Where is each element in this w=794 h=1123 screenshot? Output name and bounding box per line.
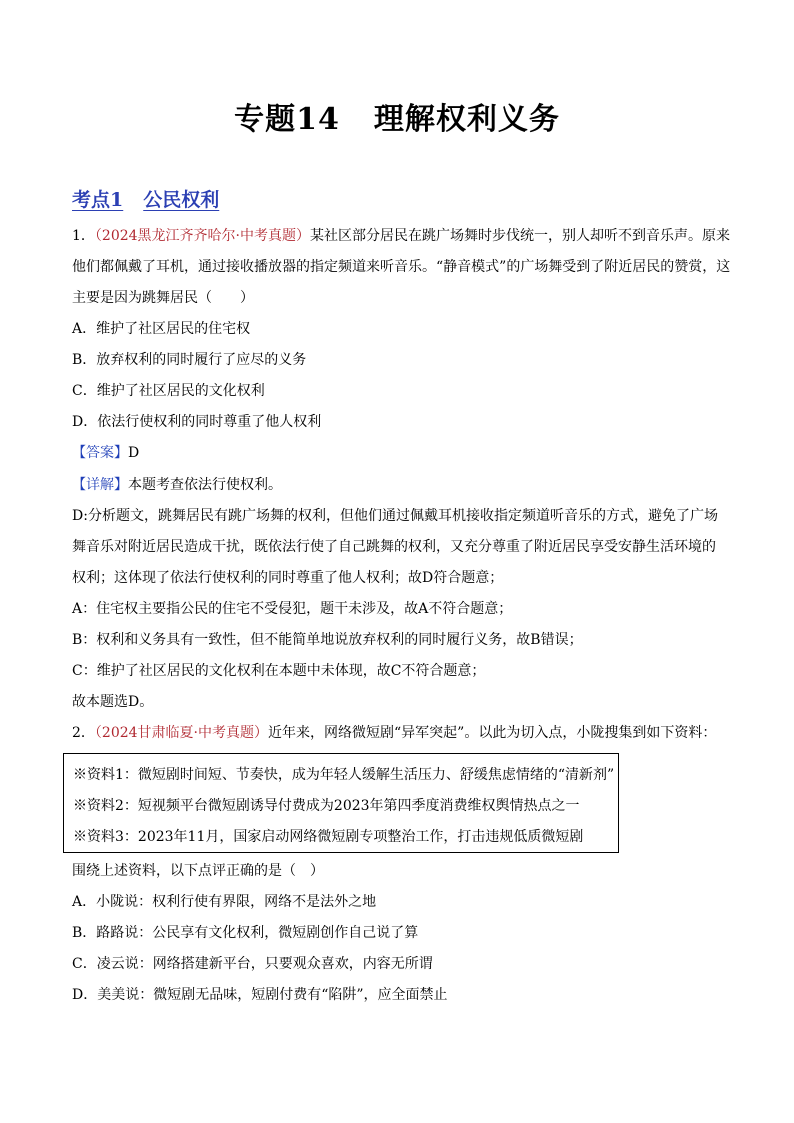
q1-detail-d-line-2: 舞音乐对附近居民造成干扰，既依法行使了自己跳舞的权利，又充分尊重了附近居民享受安静生活环境的 <box>72 539 716 555</box>
q2-material-box <box>63 753 619 853</box>
q2-option-c: C．凌云说：网络搭建新平台，只要观众喜欢，内容无所谓 <box>72 956 433 972</box>
section-heading <box>72 185 219 212</box>
q1-detail-d-line-1: D:分析题文，跳舞居民有跳广场舞的权利，但他们通过佩戴耳机接收指定频道听音乐的方式，避免了广场 <box>72 508 718 524</box>
q2-option-a: A．小陇说：权利行使有界限，网络不是法外之地 <box>72 894 377 910</box>
section-label: 考点1 <box>72 189 124 211</box>
q1-detail: 【详解】本题考查依法行使权利。 <box>72 477 282 493</box>
q1-option-d: D．依法行使权利的同时尊重了他人权利 <box>72 414 322 430</box>
q2-question: 围绕上述资料，以下点评正确的是（ ） <box>72 863 324 879</box>
page-title: 专题14 理解权利义务 <box>234 102 560 137</box>
q1-detail-a: A：住宅权主要指公民的住宅不受侵犯，题干未涉及，故A不符合题意； <box>72 601 513 617</box>
q1-option-a: A．维护了社区居民的住宅权 <box>72 321 251 337</box>
q2-source: （2024甘肃临夏·中考真题） <box>94 725 269 741</box>
q2-option-d: D．美美说：微短剧无品味，短剧付费有“陷阱”，应全面禁止 <box>72 987 448 1003</box>
q1-detail-c: C：维护了社区居民的文化权利在本题中未体现，故C不符合题意； <box>72 663 486 679</box>
q2-stem: 2．（2024甘肃临夏·中考真题）近年来，网络微短剧“异军突起”。以此为切入点，小陇搜集到如下资料： <box>72 725 717 741</box>
q2-material-2: ※资料2：短视频平台微短剧诱导付费成为2023年第四季度消费维权舆情热点之一 <box>73 798 580 814</box>
q1-stem-line-3: 主要是因为跳舞居民（ ） <box>72 290 254 306</box>
q1-detail-d-line-3: 权利；这体现了依法行使权利的同时尊重了他人权利；故D符合题意； <box>72 570 504 586</box>
q1-answer: 【答案】D <box>72 445 140 461</box>
q2-option-b: B．路路说：公民享有文化权利，微短剧创作自己说了算 <box>72 925 419 941</box>
q1-option-b: B．放弃权利的同时履行了应尽的义务 <box>72 352 307 368</box>
q1-stem-line-2: 他们都佩戴了耳机，通过接收播放器的指定频道来听音乐。“静音模式”的广场舞受到了附近居民的赞赏，这 <box>72 259 731 275</box>
section-name: 公民权利 <box>143 189 220 211</box>
q1-detail-b: B：权利和义务具有一致性，但不能简单地说放弃权利的同时履行义务，故B错误； <box>72 632 583 648</box>
q2-material-3: ※资料3：2023年11月，国家启动网络微短剧专项整治工作，打击违规低质微短剧 <box>73 829 584 845</box>
q1-source: （2024黑龙江齐齐哈尔·中考真题） <box>94 228 311 244</box>
q2-material-1: ※资料1：微短剧时间短、节奏快，成为年轻人缓解生活压力、舒缓焦虑情绪的“清新剂” <box>73 767 615 783</box>
q1-stem-line-1: 1．（2024黑龙江齐齐哈尔·中考真题）某社区部分居民在跳广场舞时步伐统一，别人却听不到音乐声。原来 <box>72 228 731 244</box>
q1-option-c: C．维护了社区居民的文化权利 <box>72 383 265 399</box>
q1-conclusion: 故本题选D。 <box>72 694 154 710</box>
